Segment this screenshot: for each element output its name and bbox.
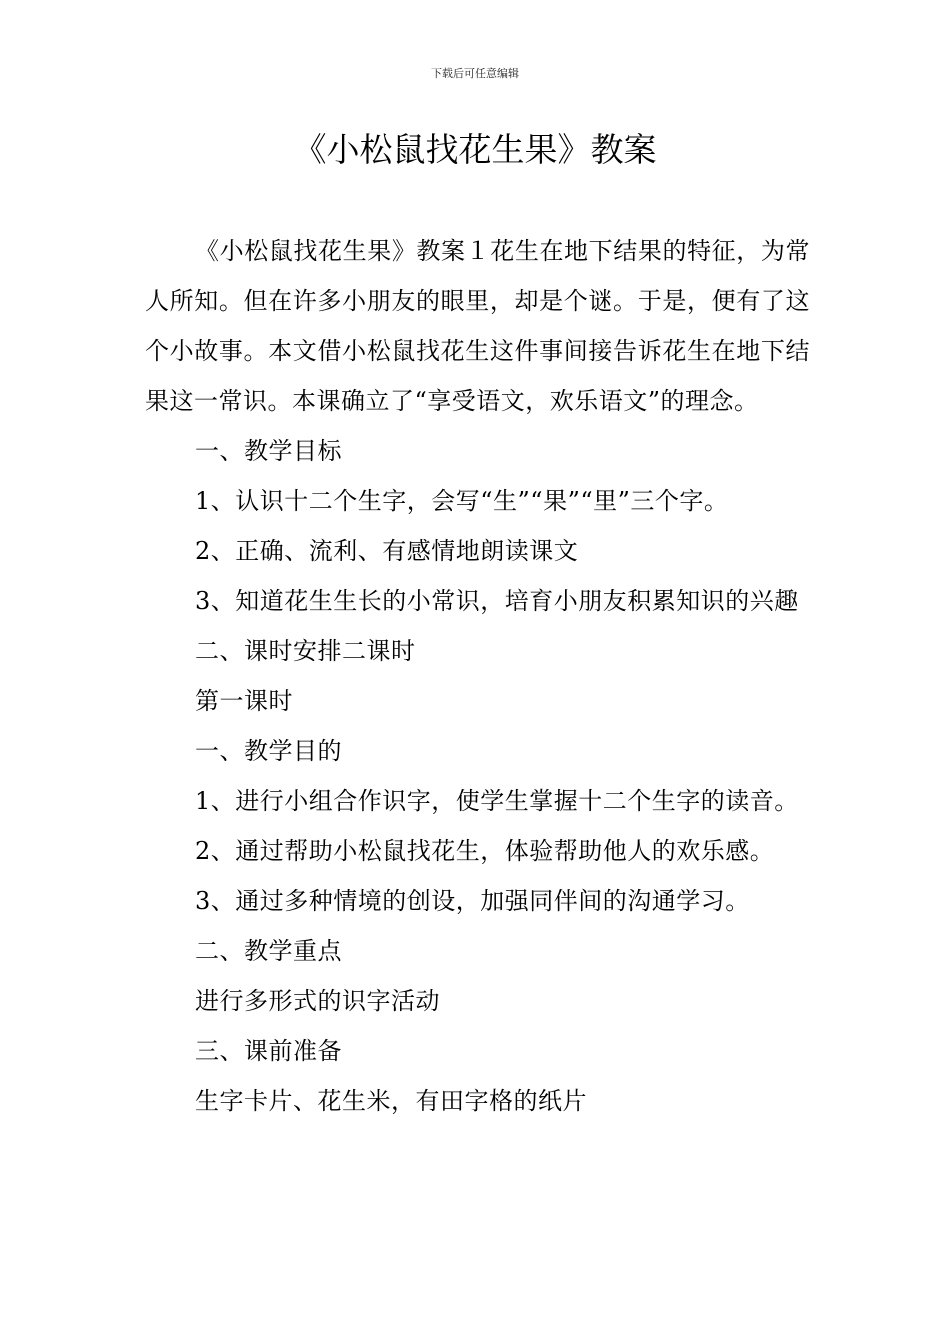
preparation-text: 生字卡片、花生米，有田字格的纸片 [195, 1087, 587, 1115]
purpose-item-2: 2、通过帮助小松鼠找花生，体验帮助他人的欢乐感。 [195, 837, 775, 865]
document-title: 《小松鼠找花生果》教案 [293, 130, 657, 169]
goal-item-1: 1、认识十二个生字，会写“生”“果”“里”三个字。 [195, 487, 729, 515]
section-heading-teaching-purpose: 一、教学目的 [195, 737, 342, 765]
section-heading-preparation: 三、课前准备 [195, 1037, 342, 1065]
paragraph-intro: 《小松鼠找花生果》教案１花生在地下结果的特征，为常人所知。但在许多小朋友的眼里，却是个谜。于是，便有了这个小故事。本文借小松鼠找花生这件事间接告诉花生在地下结果这一常识。本课确立了“享受语文，欢乐语文”的理念。 [145, 237, 810, 415]
key-point-text: 进行多形式的识字活动 [195, 987, 440, 1015]
goal-item-3: 3、知道花生生长的小常识，培育小朋友积累知识的兴趣 [195, 587, 799, 615]
header-note: 下载后可任意编辑 [431, 67, 519, 80]
purpose-item-3: 3、通过多种情境的创设，加强同伴间的沟通学习。 [195, 887, 750, 915]
section-heading-key-points: 二、教学重点 [195, 937, 342, 965]
purpose-item-1: 1、进行小组合作识字，使学生掌握十二个生字的读音。 [195, 787, 799, 815]
goal-item-2: 2、正确、流利、有感情地朗读课文 [195, 537, 579, 565]
section-heading-schedule: 二、课时安排二课时 [195, 637, 416, 665]
lesson-heading-first: 第一课时 [195, 687, 293, 715]
section-heading-teaching-goals: 一、教学目标 [195, 437, 342, 465]
document-body [145, 226, 810, 1126]
